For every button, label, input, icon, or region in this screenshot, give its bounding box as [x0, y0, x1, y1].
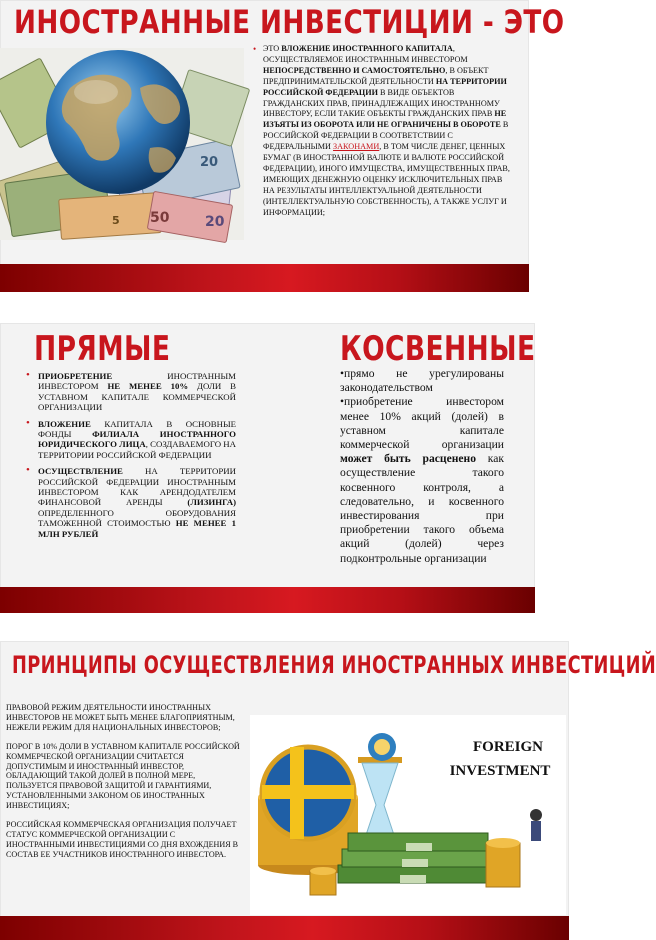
text-segment: В РОССИЙСКОЙ ФЕДЕРАЦИИ В СООТВЕТСТВИИ С ФЕДЕРАЛЬНЫМИ: [263, 120, 509, 152]
image-label-investment: INVESTMENT: [449, 763, 551, 779]
bullet-icon: •: [253, 44, 257, 54]
direct-title: ПРЯМЫЕ: [34, 329, 171, 369]
slide1-footer-bar: [0, 264, 529, 292]
text-segment: , ОСУЩЕСТВЛЯЕМОЕ ИНОСТРАННЫМ ИНВЕСТОРОМ: [263, 44, 468, 64]
text-bold-segment: НЕ ИЗЪЯТЫ ИЗ ОБОРОТА ИЛИ НЕ ОГРАНИЧЕНЫ В ОБОРОТЕ: [263, 109, 507, 130]
slide-direct-indirect: [0, 323, 535, 613]
list-item: • ПРИОБРЕТЕНИЕ ИНОСТРАННЫМ ИНВЕСТОРОМ НЕ МЕНЕЕ 10% ДОЛИ В УСТАВНОМ КАПИТАЛЕ КОММЕРЧЕСКОЙ ОРГАНИЗАЦИИ: [26, 371, 236, 413]
bill-label-50: 50: [150, 210, 170, 226]
indirect-title: КОСВЕННЫЕ: [340, 329, 536, 369]
text-segment: , В ТОМ ЧИСЛЕ ДЕНЕГ, ЦЕННЫХ БУМАГ (В ИНОСТРАННОЙ ВАЛЮТЕ И ВАЛЮТЕ РОССИЙСКОЙ ФЕДЕРАЦИИ), ИНОГО ИМУЩЕСТВА, ИМУЩЕСТВЕННЫХ ПРАВ, ИМЕЮЩИХ ДЕНЕЖНУЮ ОЦЕНКУ ИСКЛЮЧИТЕЛЬНЫХ ПРАВ НА РЕЗУЛЬТАТЫ ИНТЕЛЛЕКТУАЛЬНОЙ ДЕЯТЕЛЬНОСТИ (ИНТЕЛЛЕКТУАЛЬНУЮ СОБСТВЕННОСТЬ), А ТАКЖЕ УСЛУГ И ИНФОРМАЦИИ;: [263, 142, 510, 217]
globe-money-image: [0, 48, 244, 240]
text-segment: , В ОБЪЕКТ ПРЕДПРИНИМАТЕЛЬСКОЙ ДЕЯТЕЛЬНОСТИ: [263, 65, 489, 86]
principle-paragraph-2: ПОРОГ В 10% ДОЛИ В УСТАВНОМ КАПИТАЛЕ РОССИЙСКОЙ КОММЕРЧЕСКОЙ ОРГАНИЗАЦИИ СЧИТАЕТСЯ ДОПУСТИМЫМ И ИНОСТРАННЫЙ ИНВЕСТОР, ОБЛАДАЮЩИЙ ТАКОЙ ДОЛЕЙ В ПОЛНОЙ МЕРЕ, ПОЛЬЗУЕТСЯ ПРАВОВОЙ ЗАЩИТОЙ И ГАРАНТИЯМИ, УСТАНОВЛЕННЫМИ ЗАКОНОМ ОБ ИНОСТРАННЫХ ИНВЕСТИЦИЯХ;: [6, 741, 240, 811]
person-icon: [530, 809, 542, 841]
principle-paragraph-1: ПРАВОВОЙ РЕЖИМ ДЕЯТЕЛЬНОСТИ ИНОСТРАННЫХ ИНВЕСТОРОВ НЕ МОЖЕТ БЫТЬ МЕНЕЕ БЛАГОПРИЯТНЫМ, НЕЖЕЛИ РЕЖИМ ДЛЯ НАЦИОНАЛЬНЫХ ИНВЕСТОРОВ;: [6, 703, 235, 732]
text-bold-segment: ВЛОЖЕНИЕ ИНОСТРАННОГО КАПИТАЛА: [281, 44, 453, 53]
direct-list: [26, 371, 236, 545]
indirect-text: [340, 367, 504, 566]
laws-link[interactable]: ЗАКОНАМИ: [333, 142, 380, 152]
slide3-title: ПРИНЦИПЫ ОСУЩЕСТВЛЕНИЯ ИНОСТРАННЫХ ИНВЕСТИЦИЙ: [12, 651, 656, 679]
slide-foreign-investments-definition: [0, 0, 565, 292]
text-segment: В ВИДЕ ОБЪЕКТОВ ГРАЖДАНСКИХ ПРАВ, ПРИНАДЛЕЖАЩИХ ИНОСТРАННОМУ ИНВЕСТОРУ, ЕСЛИ ТАКИЕ ОБЪЕКТЫ ГРАЖДАНСКИХ ПРАВ: [263, 87, 500, 119]
list-item: • ВЛОЖЕНИЕ КАПИТАЛА В ОСНОВНЫЕ ФОНДЫ ФИЛИАЛА ИНОСТРАННОГО ЮРИДИЧЕСКОГО ЛИЦА, СОЗДАВАЕМОГО НА ТЕРРИТОРИИ РОССИЙСКОЙ ФЕДЕРАЦИИ: [26, 419, 236, 461]
text-bold-segment: НА ТЕРРИТОРИИ РОССИЙСКОЙ ФЕДЕРАЦИИ: [263, 76, 507, 97]
slide2-footer-bar: [0, 587, 535, 613]
text-segment: ЭТО: [263, 44, 282, 53]
foreign-investment-image: [250, 715, 566, 915]
indirect-line-2: •приобретение инвестором менее 10% акций (долей) в уставном капитале коммерческой организации может быть расценено как осуществление такого косвенного контроля, а следовательно, и косвенного инвестирования при приобретении такого объема акций (долей) через подконтрольные организации: [340, 395, 504, 565]
indirect-line-1: •прямо не урегулированы законодательством: [340, 367, 504, 395]
principles-text: [6, 703, 240, 869]
bill-label-20b: 20: [200, 155, 219, 170]
definition-text: [253, 44, 513, 219]
text-bold-segment: НЕПОСРЕДСТВЕННО И САМОСТОЯТЕЛЬНО: [263, 65, 446, 75]
list-item: • ОСУЩЕСТВЛЕНИЕ НА ТЕРРИТОРИИ РОССИЙСКОЙ ФЕДЕРАЦИИ ИНОСТРАННЫМ ИНВЕСТОРОМ КАК АРЕНДОДАТЕЛЕМ ФИНАНСОВОЙ АРЕНДЫ (ЛИЗИНГА) ОПРЕДЕЛЕННОГО ОБОРУДОВАНИЯ ТАМОЖЕННОЙ СТОИМОСТЬЮ НЕ МЕНЕЕ 1 МЛН РУБЛЕЙ: [26, 466, 236, 539]
money-stack-icon: [338, 833, 498, 883]
slide1-title: ИНОСТРАННЫЕ ИНВЕСТИЦИИ - ЭТО: [14, 3, 565, 41]
bill-label-20: 20: [205, 214, 225, 230]
image-label-foreign: FOREIGN: [472, 739, 544, 755]
principle-paragraph-3: РОССИЙСКАЯ КОММЕРЧЕСКАЯ ОРГАНИЗАЦИЯ ПОЛУЧАЕТ СТАТУС КОММЕРЧЕСКОЙ ОРГАНИЗАЦИИ С ИНОСТРАННЫМИ ИНВЕСТИЦИЯМИ СО ДНЯ ВХОЖДЕНИЯ В СОСТАВ ЕЕ УЧАСТНИКОВ ИНОСТРАННОГО ИНВЕСТОРА.: [6, 820, 239, 859]
slide-principles: [0, 641, 656, 940]
bill-label-5: 5: [112, 214, 120, 227]
slide3-footer-bar: [0, 916, 569, 940]
